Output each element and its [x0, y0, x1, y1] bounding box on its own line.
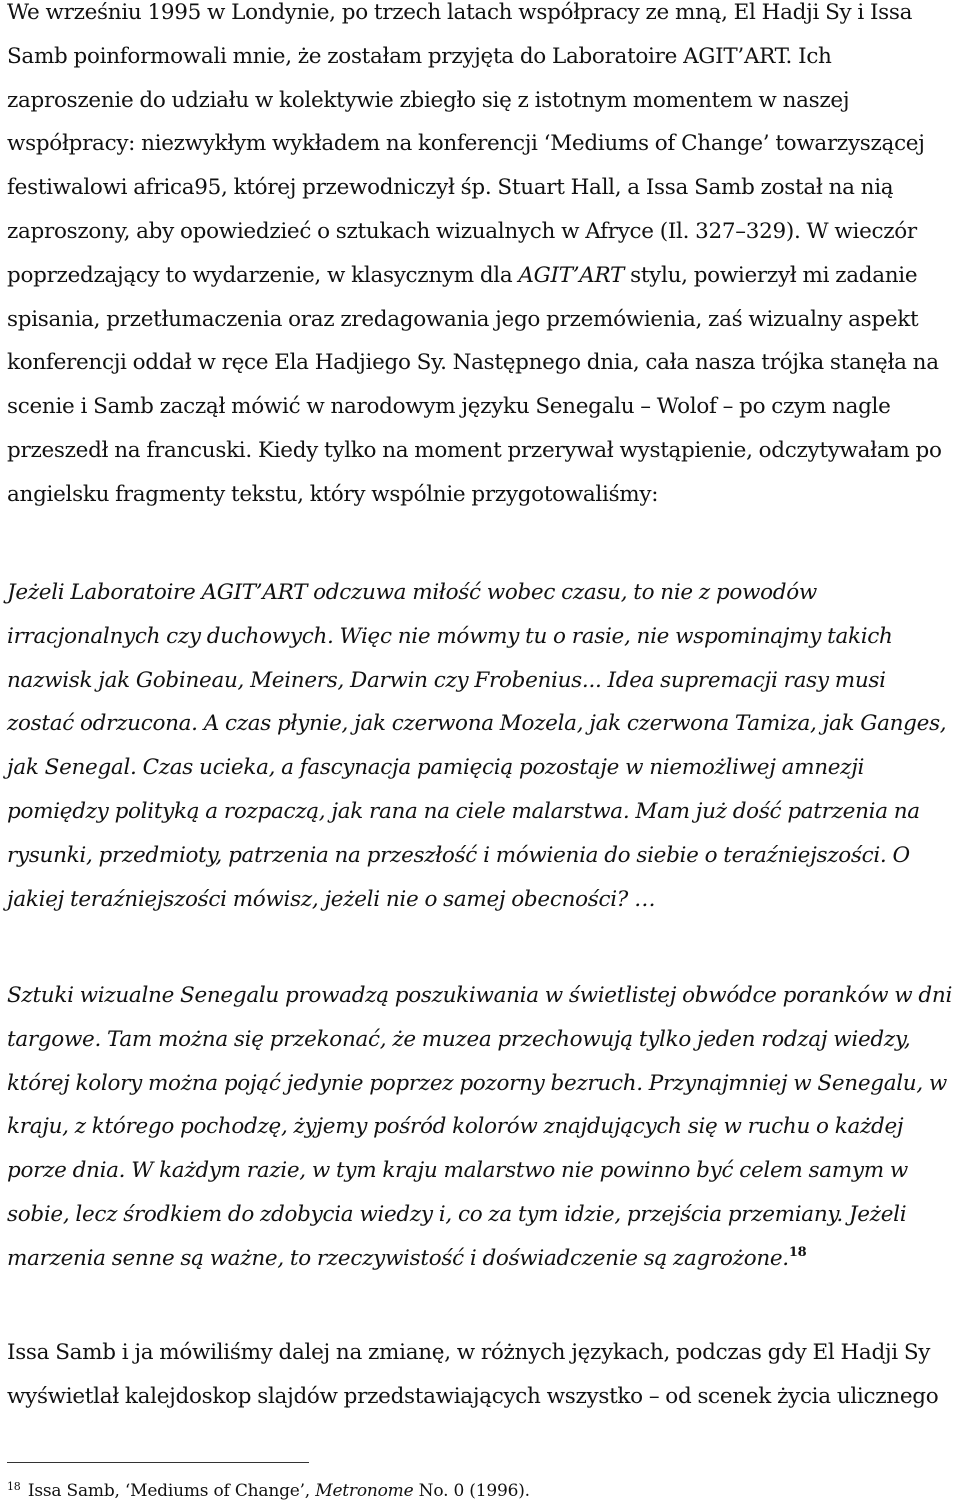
emphasis-text: AGIT’ART: [518, 262, 625, 288]
footnote-text: Issa Samb, ‘Mediums of Change’,: [22, 1481, 316, 1501]
quote-text: Jeżeli Laboratoire AGIT’ART odczuwa miłość wobec czasu, to nie z powodów irracjonalnych czy duchowych. Więc nie mówmy tu o rasie, nie wspominajmy takich nazwisk jak Gobineau, Meiners, Darwin czy Frobenius... Idea supremacji rasy musi zostać odrzucona. A czas płynie, jak czerwona Mozela, jak czerwona Tamiza, jak Ganges, jak Senegal. Czas ucieka, a fascynacja pamięcią pozostaje w niemożliwej amnezji pomiędzy polityką a rozpaczą, jak rana na ciele malarstwa. Mam już dość patrzenia na rysunki, przedmioty, patrzenia na przeszłość i mówienia do siebie o teraźniejszości. O jakiej teraźniejszości mówisz, jeżeli nie o samej obecności? …: [7, 580, 947, 912]
footnote-number: 18: [7, 1480, 21, 1493]
paragraph-text: Issa Samb i ja mówiliśmy dalej na zmianę, w różnych językach, podczas gdy El Hadji Sy wyświetlał kalejdoskop slajdów przedstawiających wszystko – od scenek życia ulicznego: [7, 1340, 939, 1409]
footnote-separator: [7, 1462, 309, 1463]
quote-paragraph: [7, 974, 955, 1281]
body-paragraph: [7, 0, 955, 517]
footnote-reference[interactable]: 18: [788, 1244, 807, 1260]
paragraph-text: We wrześniu 1995 w Londynie, po trzech latach współpracy ze mną, El Hadji Sy i Issa Samb poinformowali mnie, że zostałam przyjęta do Laboratoire AGIT’ART. Ich zaproszenie do udziału w kolektywie zbiegło się z istotnym momentem w naszej współpracy: niezwykłym wykładem na konferencji ‘Mediums of Change’ towarzyszącej festiwalowi africa95, której przewodniczył śp. Stuart Hall, a Issa Samb został na nią zaproszony, aby opowiedzieć o sztukach wizualnych w Afryce (Il. 327–329). W wieczór poprzedzający to wydarzenie, w klasycznym dla: [7, 0, 925, 288]
footnote: [7, 1480, 530, 1502]
body-paragraph: [7, 1331, 955, 1419]
footnote-text: No. 0 (1996).: [413, 1481, 530, 1501]
footnote-title: Metronome: [315, 1481, 414, 1501]
quote-paragraph: [7, 571, 955, 921]
paragraph-text: stylu, powierzył mi zadanie spisania, przetłumaczenia oraz zredagowania jego przemówienia, zaś wizualny aspekt konferencji oddał w ręce Ela Hadjiego Sy. Następnego dnia, cała nasza trójka stanęła na scenie i Samb zaczął mówić w narodowym języku Senegalu – Wolof – po czym nagle przeszedł na francuski. Kiedy tylko na moment przerywał wystąpienie, odczytywałam po angielsku fragmenty tekstu, który wspólnie przygotowaliśmy:: [7, 262, 942, 507]
quote-text: Sztuki wizualne Senegalu prowadzą poszukiwania w świetlistej obwódce poranków w dni targowe. Tam można się przekonać, że muzea przechowują tylko jeden rodzaj wiedzy, której kolory można pojąć jedynie poprzez pozorny bezruch. Przynajmniej w Senegalu, w kraju, z którego pochodzę, żyjemy pośród kolorów znajdujących się w ruchu o każdej porze dnia. W każdym razie, w tym kraju malarstwo nie powinno być celem samym w sobie, lecz środkiem do zdobycia wiedzy i, co za tym idzie, przejścia przemiany. Jeżeli marzenia senne są ważne, to rzeczywistość i doświadczenie są zagrożone.: [7, 983, 953, 1271]
